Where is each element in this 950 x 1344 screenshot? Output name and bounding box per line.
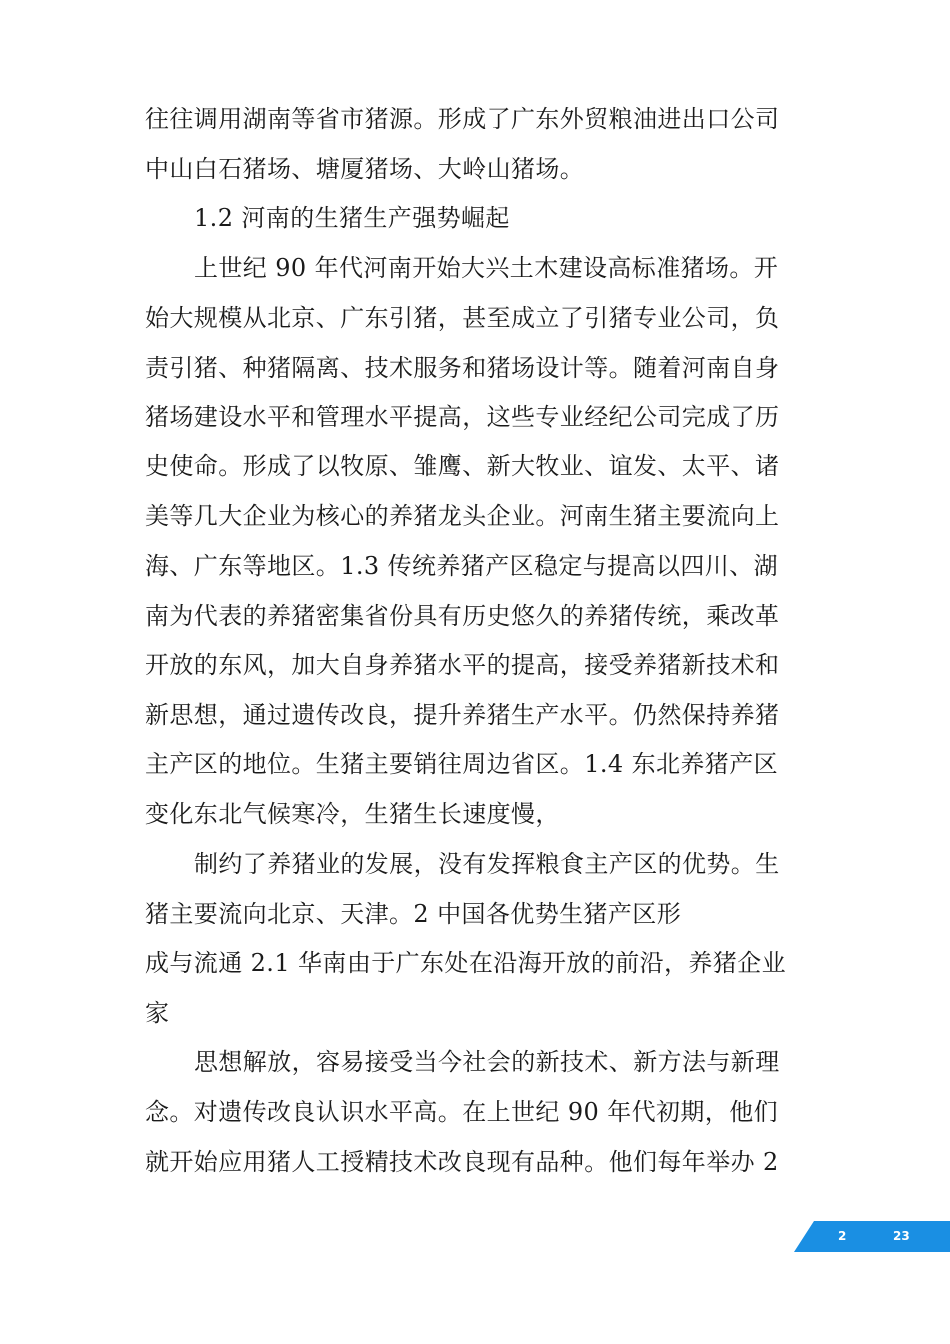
text-line: 念。对遗传改良认识水平高。在上世纪 90 年代初期，他们 bbox=[145, 1098, 778, 1126]
text-line: 猪主要流向北京、天津。2 中国各优势生猪产区形 bbox=[145, 900, 682, 928]
text-line: 始大规模从北京、广东引猪，甚至成立了引猪专业公司，负 bbox=[145, 304, 780, 332]
text-line: 美等几大企业为核心的养猪龙头企业。河南生猪主要流向上 bbox=[145, 502, 780, 530]
total-pages: 23 bbox=[893, 1229, 910, 1243]
text-line: 开放的东风，加大自身养猪水平的提高，接受养猪新技术和 bbox=[145, 651, 780, 679]
page-badge-background bbox=[794, 1221, 950, 1252]
text-line: 上世纪 90 年代河南开始大兴土木建设高标准猪场。开 bbox=[194, 254, 779, 282]
text-line: 往往调用湖南等省市猪源。形成了广东外贸粮油进出口公司 bbox=[145, 105, 780, 133]
page-number-badge bbox=[794, 1221, 950, 1252]
text-line: 家 bbox=[145, 999, 170, 1027]
section-heading: 1.2 河南的生猪生产强势崛起 bbox=[194, 204, 510, 232]
text-line: 成与流通 2.1 华南由于广东处在沿海开放的前沿，养猪企业 bbox=[145, 949, 787, 977]
text-line: 责引猪、种猪隔离、技术服务和猪场设计等。随着河南自身 bbox=[145, 354, 780, 382]
text-line: 史使命。形成了以牧原、雏鹰、新大牧业、谊发、太平、诸 bbox=[145, 452, 780, 480]
text-line: 海、广东等地区。1.3 传统养猪产区稳定与提高以四川、湖 bbox=[145, 552, 778, 580]
text-line: 新思想，通过遗传改良，提升养猪生产水平。仍然保持养猪 bbox=[145, 701, 780, 729]
text-line: 就开始应用猪人工授精技术改良现有品种。他们每年举办 2 bbox=[145, 1148, 779, 1176]
text-line: 主产区的地位。生猪主要销往周边省区。1.4 东北养猪产区 bbox=[145, 750, 778, 778]
text-line: 南为代表的养猪密集省份具有历史悠久的养猪传统，乘改革 bbox=[145, 602, 780, 630]
text-line: 变化东北气候寒冷，生猪生长速度慢， bbox=[145, 800, 560, 828]
text-line: 中山白石猪场、塘厦猪场、大岭山猪场。 bbox=[145, 155, 585, 183]
text-line: 制约了养猪业的发展，没有发挥粮食主产区的优势。生 bbox=[194, 850, 780, 878]
text-line: 思想解放，容易接受当今社会的新技术、新方法与新理 bbox=[194, 1048, 780, 1076]
page-number: 2 bbox=[838, 1229, 847, 1243]
text-line: 猪场建设水平和管理水平提高，这些专业经纪公司完成了历 bbox=[145, 403, 780, 431]
